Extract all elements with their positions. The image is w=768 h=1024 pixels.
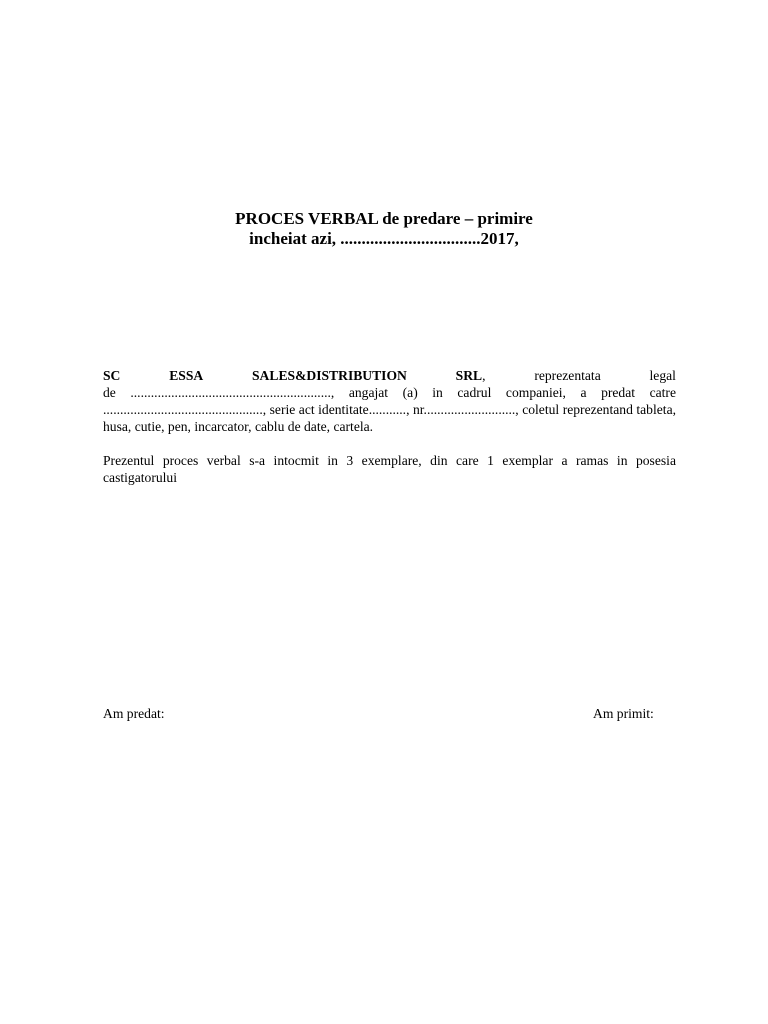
title-line-2: incheiat azi, .................................2017, [249,229,519,248]
company-comma: , [482,368,486,383]
handover-paragraph [103,367,676,435]
legal-word: legal [649,368,676,383]
company-essa: ESSA [169,368,204,383]
handover-details: de ..........................................................., angajat (a) in cadrul companiei, a predat catre ..............................................., serie act identitate..........., nr..........................., coletul reprezentand tableta, husa, cutie, pen, incarcator, cablu de date, cartela. [103,385,676,434]
company-line [103,367,676,384]
document-title [0,209,768,249]
company-sales: SALES&DISTRIBUTION [252,368,407,383]
company-sc: SC [103,368,121,383]
represented-word: reprezentata [534,368,601,383]
signature-received: Am primit: [593,706,654,721]
signature-handed-over: Am predat: [103,706,165,721]
company-srl-group [456,367,486,384]
company-srl: SRL [455,368,483,383]
title-line-1: PROCES VERBAL de predare – primire [235,209,533,228]
copies-paragraph: Prezentul proces verbal s-a intocmit in 3 exemplare, din care 1 exemplar a ramas in posesia castigatorului [103,453,676,485]
